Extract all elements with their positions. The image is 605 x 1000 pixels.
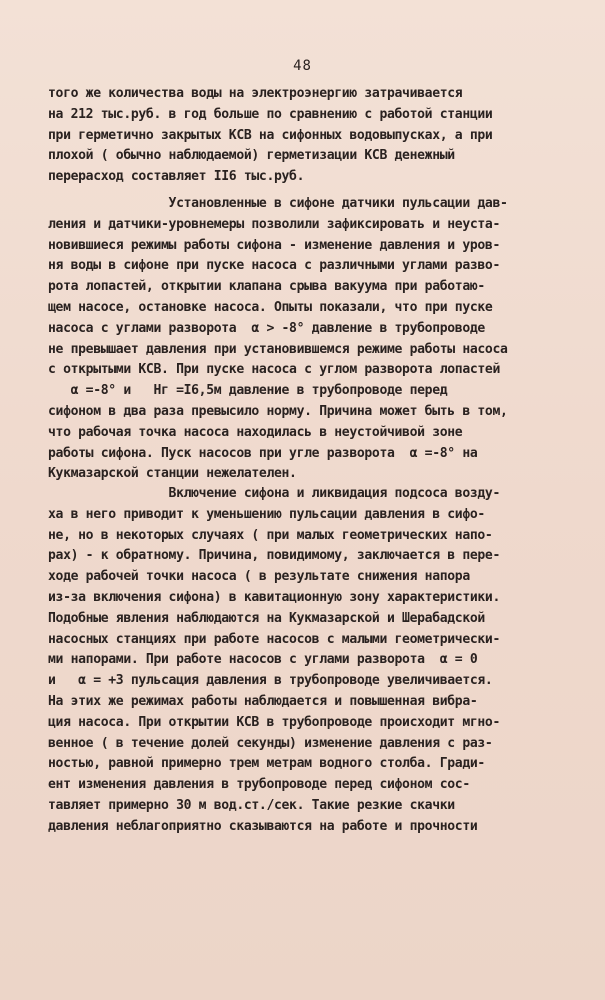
text-line: того же количества воды на электроэнергию затрачивается xyxy=(48,86,463,101)
text-line: перерасход составляет II6 тыс.руб. xyxy=(48,169,305,185)
text-line: Кукмазарской станции нежелателен. xyxy=(48,466,297,482)
text-line: тавляет примерно 30 м вод.ст./сек. Такие резкие скачки xyxy=(48,797,455,813)
text-line: рах) - к обратному. Причина, повидимому, заключается в пере- xyxy=(48,548,500,564)
text-line: ления и датчики-уровнемеры позволили зафиксировать и неуста- xyxy=(48,216,500,232)
page-number: 48 xyxy=(293,58,312,74)
text-line: ностью, равной примерно трем метрам водного столба. Гради- xyxy=(48,756,485,772)
text-line: насосных станциях при работе насосов с малыми геометрически- xyxy=(48,631,500,647)
text-line: и α = +3 пульсация давления в трубопроводе увеличивается. xyxy=(48,673,493,689)
text-line: Включение сифона и ликвидация подсоса возду- xyxy=(48,486,500,501)
text-line: ходе рабочей точки насоса ( в результате снижения напора xyxy=(48,569,470,585)
text-line: не, но в некоторых случаях ( при малых геометрических напо- xyxy=(48,527,493,543)
text-line: венное ( в течение долей секунды) изменение давления с раз- xyxy=(48,735,493,751)
text-line: щем насосе, остановке насоса. Опыты показали, что при пуске xyxy=(48,299,493,315)
text-line: α =-8° и Hг =I6,5м давление в трубопроводе перед xyxy=(48,383,448,399)
paragraph-2 xyxy=(48,194,568,485)
text-line: рота лопастей, открытии клапана срыва вакуума при работаю- xyxy=(48,279,485,295)
text-line: с открытыми КСВ. При пуске насоса с углом разворота лопастей xyxy=(48,362,500,378)
text-line: что рабочая точка насоса находилась в неустойчивой зоне xyxy=(48,424,463,440)
paragraph-1 xyxy=(48,84,568,188)
text-line: ха в него приводит к уменьшению пульсации давления в сифо- xyxy=(48,506,485,522)
text-line: на 212 тыс.руб. в год больше по сравнению с работой станции xyxy=(48,106,493,122)
text-line: сифоном в два раза превысило норму. Причина может быть в том, xyxy=(48,403,508,419)
paragraph-3 xyxy=(48,484,568,838)
text-line: давления неблагоприятно сказываются на работе и прочности xyxy=(48,818,478,834)
text-line: работы сифона. Пуск насосов при угле разворота α =-8° на xyxy=(48,445,478,461)
text-line: На этих же режимах работы наблюдается и повышенная вибра- xyxy=(48,693,478,709)
text-line: новившиеся режимы работы сифона - изменение давления и уров- xyxy=(48,237,500,253)
text-line: ми напорами. При работе насосов с углами разворота α = 0 xyxy=(48,652,478,668)
text-line: ня воды в сифоне при пуске насоса с различными углами разво- xyxy=(48,258,500,274)
text-line: плохой ( обычно наблюдаемой) герметизации КСВ денежный xyxy=(48,148,455,164)
text-line: насоса с углами разворота α > -8° давление в трубопроводе xyxy=(48,320,485,336)
text-line: из-за включения сифона) в кавитационную зону характеристики. xyxy=(48,589,500,605)
text-line: Установленные в сифоне датчики пульсации дав- xyxy=(48,196,508,211)
text-line: не превышает давления при установившемся режиме работы насоса xyxy=(48,341,508,357)
text-line: Подобные явления наблюдаются на Кукмазарской и Шерабадской xyxy=(48,610,485,626)
text-line: ент изменения давления в трубопроводе перед сифоном сос- xyxy=(48,777,470,793)
text-line: при герметично закрытых КСВ на сифонных водовыпусках, а при xyxy=(48,127,493,143)
text-line: ция насоса. При открытии КСВ в трубопроводе происходит мгно- xyxy=(48,714,500,730)
